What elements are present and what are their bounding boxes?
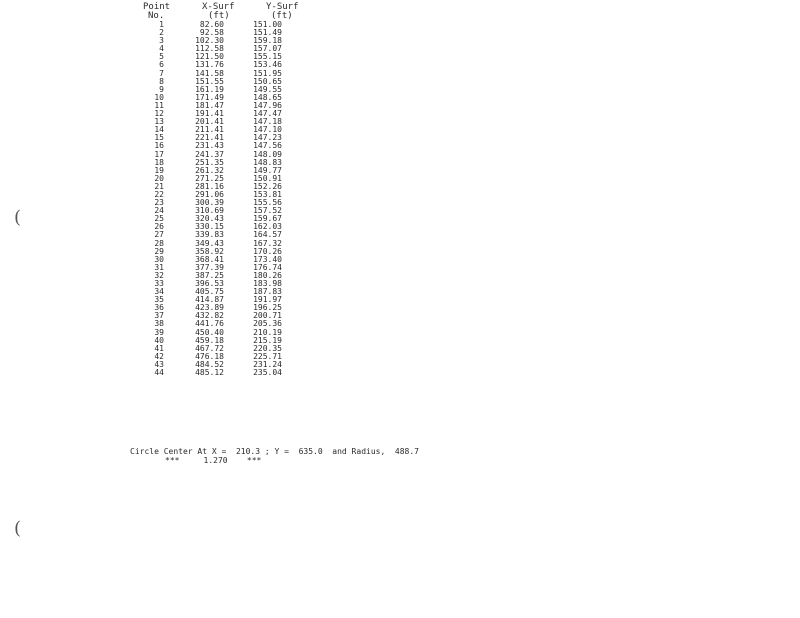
y-surf-cell: 147.18 [253,117,282,127]
x-surf-cell: 358.92 [195,246,224,256]
point-number-cell: 16 [154,141,164,151]
point-number-cell: 42 [154,351,164,361]
header-xsurf-line2: (ft) [208,11,230,21]
y-surf-cell: 150.65 [253,76,282,86]
point-number-cell: 36 [154,303,164,313]
point-number-cell: 23 [154,198,164,208]
x-surf-cell: 151.55 [195,76,224,86]
y-surf-cell: 148.83 [253,157,282,167]
x-surf-cell: 221.41 [195,133,224,143]
point-number-cell: 28 [154,238,164,248]
point-number-cell: 35 [154,295,164,305]
y-surf-cell: 231.24 [253,359,282,369]
point-number-cell: 4 [159,44,164,54]
y-surf-cell: 148.65 [253,92,282,102]
x-surf-cell: 414.87 [195,295,224,305]
x-surf-cell: 271.25 [195,173,224,183]
x-surf-cell: 387.25 [195,270,224,280]
x-surf-cell: 441.76 [195,319,224,329]
point-number-cell: 9 [159,84,164,94]
x-surf-cell: 161.19 [195,84,224,94]
point-number-cell: 15 [154,133,164,143]
y-surf-cell: 155.15 [253,52,282,62]
y-surf-cell: 150.91 [253,173,282,183]
point-number-cell: 11 [154,100,164,110]
point-number-cell: 17 [154,149,164,159]
point-number-cell: 37 [154,311,164,321]
point-number-cell: 29 [154,246,164,256]
x-surf-cell: 300.39 [195,198,224,208]
y-surf-cell: 180.26 [253,270,282,280]
y-surf-cell: 191.97 [253,295,282,305]
y-surf-cell: 220.35 [253,343,282,353]
point-number-cell: 43 [154,359,164,369]
point-number-cell: 27 [154,230,164,240]
x-surf-cell: 251.35 [195,157,224,167]
x-surf-cell: 339.83 [195,230,224,240]
x-surf-cell: 231.43 [195,141,224,151]
point-number-cell: 33 [154,279,164,288]
factor-of-safety-line: *** 1.270 *** [165,456,262,465]
point-number-cell: 34 [154,287,164,297]
x-surf-cell: 484.52 [195,359,224,369]
x-surf-cell: 201.41 [195,117,224,127]
point-number-cell: 20 [154,173,164,183]
header-xsurf-line1: X-Surf [202,2,235,12]
point-number-cell: 26 [154,222,164,232]
x-surf-cell: 241.37 [195,149,224,159]
x-surf-cell: 377.39 [195,262,224,272]
y-surf-cell: 157.07 [253,44,282,54]
x-surf-cell: 423.89 [195,303,224,313]
x-surf-cell: 82.60 [199,20,224,29]
y-surf-cell: 155.56 [253,198,282,208]
x-surf-cell: 349.43 [195,238,224,248]
point-number-cell: 32 [154,270,164,280]
x-surf-cell: 467.72 [195,343,224,353]
circle-center-line: Circle Center At X = 210.3 ; Y = 635.0 and Radius, 488.7 [130,447,419,456]
y-surf-cell: 147.23 [253,133,282,143]
y-surf-cell: 159.18 [253,36,282,46]
x-surf-cell: 171.49 [195,92,224,102]
x-surf-cell: 396.53 [195,279,224,288]
point-number-cell: 3 [159,36,164,46]
header-ysurf-line2: (ft) [271,11,293,21]
x-surf-cell: 291.06 [195,189,224,199]
point-number-cell: 30 [154,254,164,264]
x-surf-cell: 320.43 [195,214,224,224]
point-number-cell: 22 [154,189,164,199]
x-surf-cell: 459.18 [195,335,224,345]
x-surf-cell: 92.58 [199,28,224,38]
x-surf-cell: 485.12 [195,368,224,378]
point-number-cell: 18 [154,157,164,167]
y-surf-cell: 196.25 [253,303,282,313]
x-surf-cell: 432.82 [195,311,224,321]
point-number-cell: 1 [159,20,164,29]
y-surf-cell: 149.77 [253,165,282,175]
x-surf-cell: 330.15 [195,222,224,232]
x-surf-cell: 476.18 [195,351,224,361]
x-surf-cell: 112.58 [195,44,224,54]
y-surf-cell: 225.71 [253,351,282,361]
x-surf-cell: 211.41 [195,125,224,135]
point-number-cell: 10 [154,92,164,102]
y-surf-cell: 151.00 [253,20,282,29]
y-surf-cell: 151.95 [253,68,282,78]
y-surf-cell: 176.74 [253,262,282,272]
point-number-cell: 39 [154,327,164,337]
point-number-cell: 6 [159,60,164,70]
y-surf-cell: 147.56 [253,141,282,151]
point-number-cell: 31 [154,262,164,272]
left-bracket-mark-lower: ( [14,518,22,539]
point-number-cell: 44 [154,368,164,378]
point-number-cell: 7 [159,68,164,78]
y-surf-cell: 153.46 [253,60,282,70]
y-surf-cell: 147.10 [253,125,282,135]
point-number-cell: 14 [154,125,164,135]
x-surf-cell: 191.41 [195,109,224,119]
header-ysurf-line1: Y-Surf [266,2,299,12]
point-number-cell: 41 [154,343,164,353]
x-surf-cell: 181.47 [195,100,224,110]
y-surf-cell: 147.47 [253,109,282,119]
left-bracket-mark-upper: ( [14,207,22,228]
y-surf-cell: 200.71 [253,311,282,321]
y-surf-cell: 153.81 [253,189,282,199]
y-surf-cell: 149.55 [253,84,282,94]
point-number-cell: 40 [154,335,164,345]
table-row [130,369,330,377]
y-surf-cell: 147.96 [253,100,282,110]
y-surf-cell: 210.19 [253,327,282,337]
y-surf-cell: 148.09 [253,149,282,159]
x-surf-cell: 310.69 [195,206,224,216]
y-surf-cell: 167.32 [253,238,282,248]
point-number-cell: 19 [154,165,164,175]
y-surf-cell: 164.57 [253,230,282,240]
x-surf-cell: 141.58 [195,68,224,78]
y-surf-cell: 183.98 [253,279,282,288]
header-point-line2: No. [148,11,165,21]
y-surf-cell: 205.36 [253,319,282,329]
point-number-cell: 8 [159,76,164,86]
y-surf-cell: 173.40 [253,254,282,264]
y-surf-cell: 215.19 [253,335,282,345]
y-surf-cell: 170.26 [253,246,282,256]
point-number-cell: 21 [154,181,164,191]
x-surf-cell: 281.16 [195,181,224,191]
point-number-cell: 12 [154,109,164,119]
point-number-cell: 38 [154,319,164,329]
y-surf-cell: 151.49 [253,28,282,38]
x-surf-cell: 405.75 [195,287,224,297]
x-surf-cell: 131.76 [195,60,224,70]
point-number-cell: 5 [159,52,164,62]
header-point-line1: Point [143,2,171,12]
y-surf-cell: 159.67 [253,214,282,224]
x-surf-cell: 102.30 [195,36,224,46]
y-surf-cell: 187.83 [253,287,282,297]
y-surf-cell: 152.26 [253,181,282,191]
x-surf-cell: 368.41 [195,254,224,264]
point-number-cell: 13 [154,117,164,127]
point-number-cell: 25 [154,214,164,224]
surface-points-table [130,21,330,377]
point-number-cell: 24 [154,206,164,216]
y-surf-cell: 235.04 [253,368,282,378]
y-surf-cell: 162.03 [253,222,282,232]
x-surf-cell: 261.32 [195,165,224,175]
y-surf-cell: 157.52 [253,206,282,216]
x-surf-cell: 121.50 [195,52,224,62]
point-number-cell: 2 [159,28,164,38]
x-surf-cell: 450.40 [195,327,224,337]
